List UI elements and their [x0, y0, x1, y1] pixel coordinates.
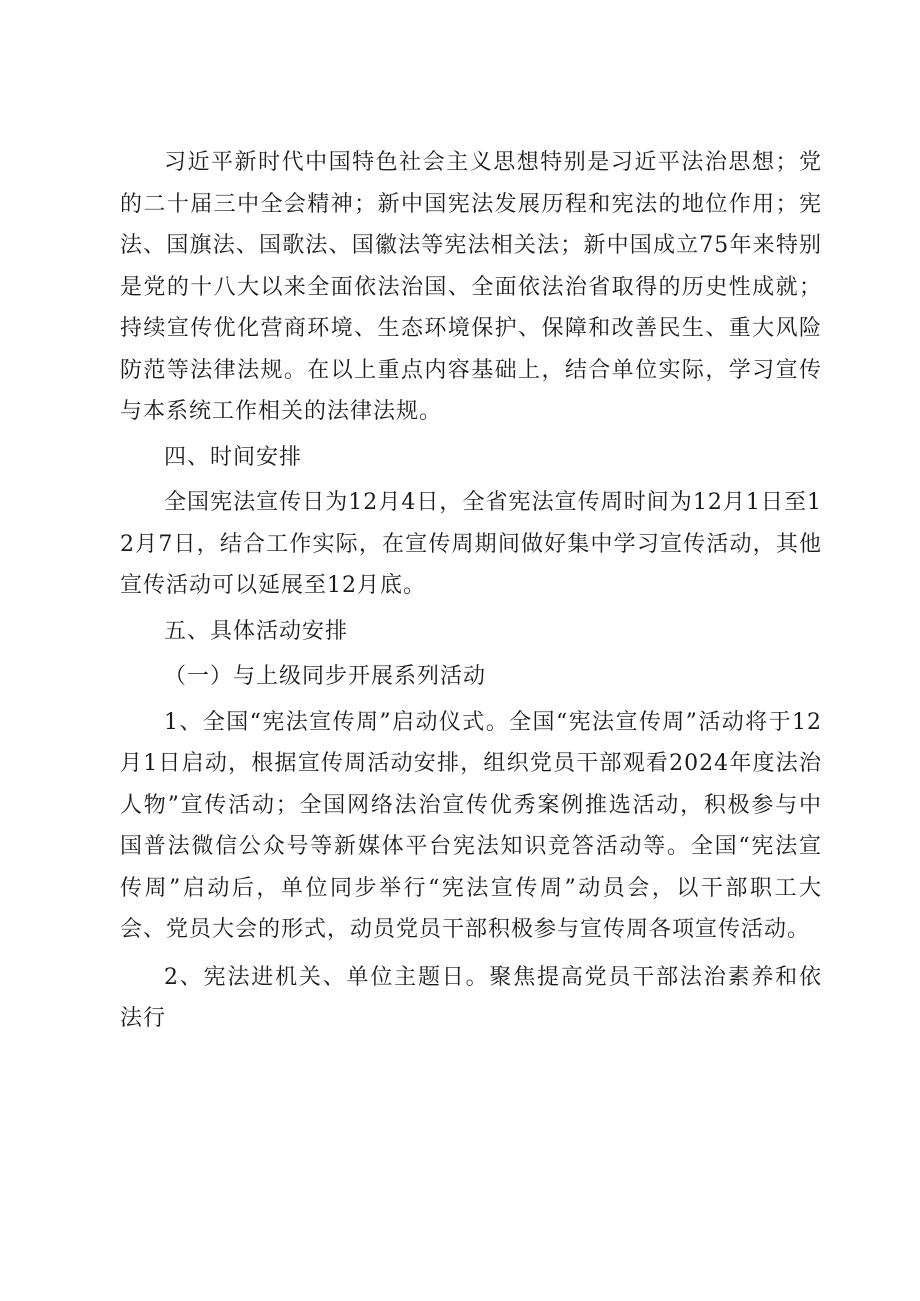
paragraph-time-arrangement: 全国宪法宣传日为12月4日，全省宪法宣传周时间为12月1日至12月7日，结合工作实际，在宣传周期间做好集中学习宣传活动，其他宣传活动可以延展至12月底。 — [120, 490, 822, 598]
paragraph-item-2: 2、宪法进机关、单位主题日。聚焦提高党员干部法治素养和依法行 — [120, 964, 822, 1031]
subheading-sync-activities: （一）与上级同步开展系列活动 — [164, 664, 487, 689]
section-heading-time-arrangement: 四、时间安排 — [164, 444, 303, 470]
section-heading-activity-arrangement: 五、具体活动安排 — [164, 618, 349, 644]
paragraph-content-continued: 习近平新时代中国特色社会主义思想特别是习近平法治思想；党的二十届三中全会精神；新中国宪法发展历程和宪法的地位作用；宪法、国旗法、国歌法、国徽法等宪法相关法；新中国成立75年来特别是党的十八大以来全面依法治国、全面依法治省取得的历史性成就；持续宣传优化营商环境、生态环境保护、保障和改善民生、重大风险防范等法律法规。在以上重点内容基础上，结合单位实际，学习宣传与本系统工作相关的法律法规。 — [120, 150, 822, 424]
paragraph-item-1: 1、全国“宪法宣传周”启动仪式。全国“宪法宣传周”活动将于12月1日启动，根据宣传周活动安排，组织党员干部观看2024年度法治人物”宣传活动；全国网络法治宣传优秀案例推选活动，积极参与中国普法微信公众号等新媒体平台宪法知识竞答活动等。全国“宪法宣传周”启动后，单位同步举行“宪法宣传周”动员会，以干部职工大会、党员大会的形式，动员党员干部积极参与宣传周各项宣传活动。 — [120, 709, 822, 942]
document-body — [120, 142, 822, 1040]
